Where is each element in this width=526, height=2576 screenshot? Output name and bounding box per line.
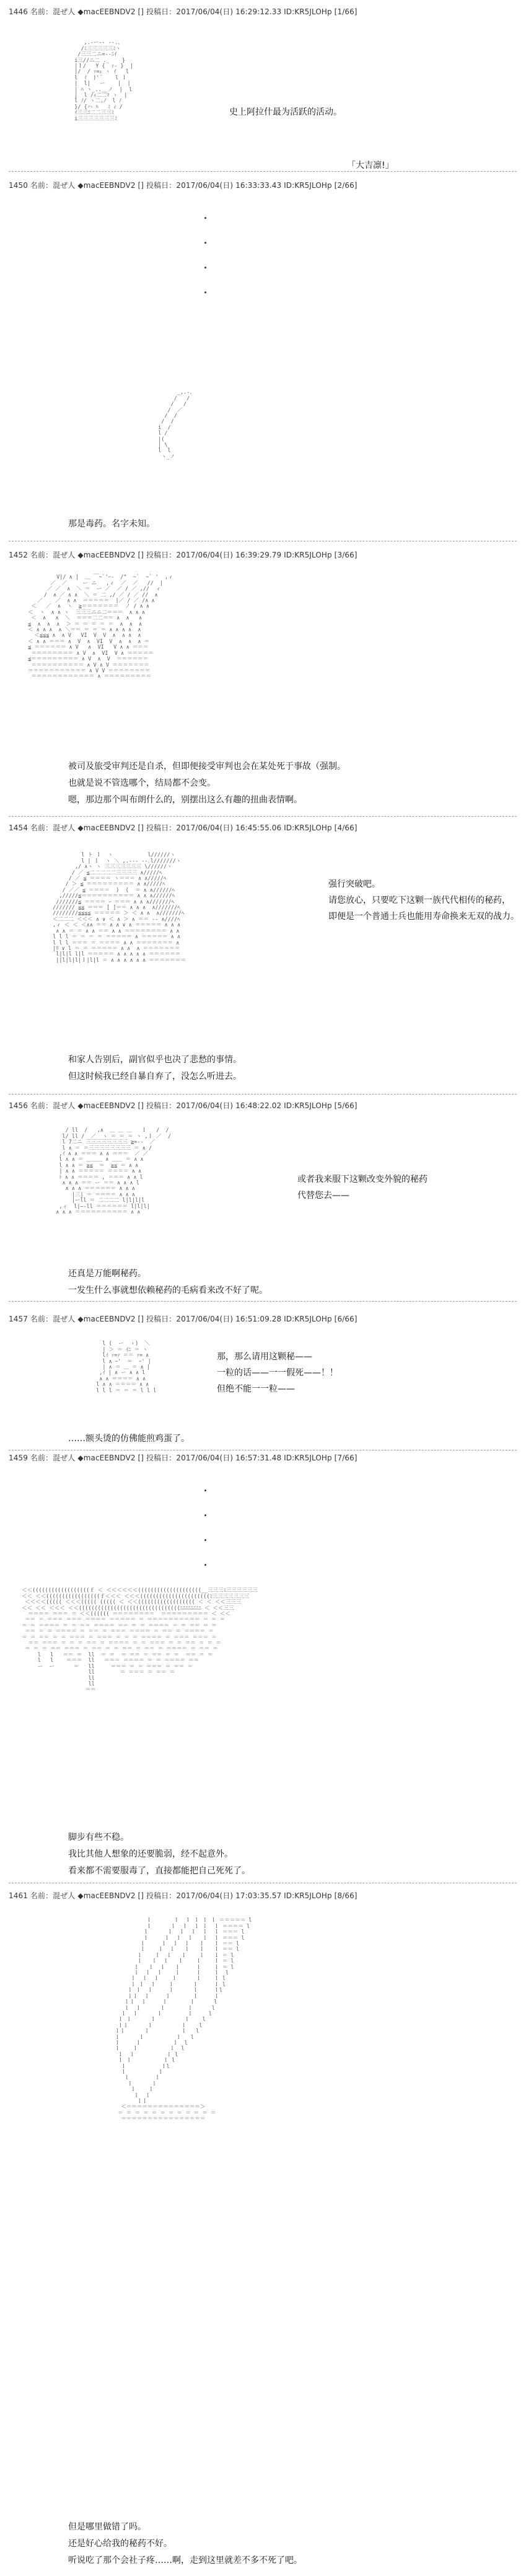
narration-line: 也就是说不管选哪个，结局都不会变。 xyxy=(68,778,216,788)
speech-block xyxy=(229,104,342,120)
narration-line: 脚步有些不稳。 xyxy=(68,1832,129,1842)
narration-line: 我比其他人想象的还要脆弱，经不起意外。 xyxy=(68,1849,233,1859)
narration-block xyxy=(68,1829,250,1880)
ellipsis-dot xyxy=(204,1490,206,1491)
narration-line: 和家人告别后，副官似乎也决了悲愁的事情。 xyxy=(68,1055,242,1065)
ellipsis-dot xyxy=(204,291,206,293)
ellipsis-dot xyxy=(204,217,206,219)
post-divider xyxy=(9,816,517,817)
ascii-art-character: l ( ー ゝ) ＼ | ＞ ＝ ｲﾆ ＝ ヽ lｲ ｧ=ｧ ＝＝ ｧ= ∧ l ∧ ｰ' ＝ ｰ' | | ∧ ＝ ＿ ＝ ∧ | ,ｲ | ∧ ー ∧ ∧ l ∧ ∧ ＝＝＝＝ ∧ ∧ l ∧ ∧ ＝＝＝＝ ∧ ∧ l l l ＝ ＝ ＝ l l l xyxy=(96,1341,157,1394)
narration-line: 看来都不需要服毒了，直接都能把自己死死了。 xyxy=(68,1866,250,1876)
ascii-art-character: / ll / ,∧ ＿ ＿ ＿ ｌ / / l/ ll / ／ ヽ ＝ ＝ ＝ ヽ ,ｌ ／ / l 7二ニ 三三三三三三三三 ≧=-- ／ l ∧ ＝ ＝三三三三三三三三 ＝ ∧ / ,ｲ ∧ ∧ ＝＝＝ ∧ ∧ ＝＝＝ ／ ／ l ∧ ∧ ＝ ＿＿＿ ∧ ＿＿ ＝ ∧ ∧ l ∧ ∧ ＝ ≧≦ ＝ ≧≦ ＝ ∧ ∧ | ∧ ∧ ＝＝＝＝＝ ＝＝＝＝ ∧ ∧ ﾄ ∧ ∧ ＝＝＝＝ , ＝＝＝ ∧ ∧ l ∧ ∧ ∧ ＝＝ ー ＝＝ ∧ ∧ ∧ l ∧ ∧ ∧ ＝＝＝＝＝＝ ∧ ∧ ∧ |三| ＝ ＝＝＝＝ ∧ ∧ ∧ |ーll ＝ 二二二二 l|l|l|l ,ィ l|―‐ll ＝＝＝＝＝＝ l|l|l| ∧ ∧ ∧ ＝＝＝＝＝＝＝＝＝＝ ∧ ∧ xyxy=(56,1127,171,1216)
ascii-art-scene: V|/ ∧ | ＿ ￣~`'ｰ‐ /" ~` ~` ' ,ィ ／ ／ ー ニ ,ィ ／ ／ // | ／ ／ ∧ ＼ ＝ ー ／ ／ / ／ ,// ィ / ∧ ／ ∧ ∧ ＼ ＝ 二 ,/ ／ / ／ // ∧ ／ ／ ∧ ∧ ＝＝＝＝＝ |／ / ／ /∧ ∧ ＜ ／ ∧ ヽ ≧＝＝＝＝＝＝＝ ノ / ∧ ∧ ＜ ヽ ∧ ∧ ヽ 三三三ニニ二＝＝＝ ∧ ∧ ∧ ＜ ∧ ∧ ＼ ＝＝＝二二＝＝ ∧ ∧ ∧ ≦ ∧ ∧ ∧ ＞ ＝ ＝ ＝ ＝ ＝ ∧ ∧ ∧ ＜ ∧ ∧ ∧ ∧ ＼＝＝ ＝ ＝ ＝ ∧ ∧ ∧ ∧ ∧ ＜≦≦≦ ∧ ∧ V VI V V ∧ ∧ ∧ ∧ ＜ ∧ ∧ ＝＝＝ ∧ V ∧ VI V ∧ ∧ ∧ ＝ ≦ ＝＝＝＝＝＝ ∧ V ∧ VI V ∧ ∧ ＝＝＝ ＝＝＝＝＝＝＝＝ ∧ V ∧ VI V ∧ ＝＝＝＝＝ ≦＝＝＝＝＝＝＝＝＝ ∧ V ∧ V ＝＝＝＝＝＝ ＝＝＝＝＝＝＝＝＝＝ ∧ V ∧ V ＝＝＝＝＝＝＝ ＝＝＝＝＝＝＝＝＝＝＝ ∧ V V ＝＝＝＝＝＝＝＝ ＝＝＝＝＝＝＝＝＝＝＝＝ ∧ ＝＝＝＝＝＝＝＝＝ xyxy=(28,574,173,680)
speech-line: 即便是一个普通士兵也能用寿命换来无双的战力。 xyxy=(328,912,519,922)
ellipsis-dot xyxy=(204,242,206,244)
narration-block xyxy=(68,758,346,809)
ascii-art-pill: _,.-、 / / / / / ／ / / / / i / l / |( | \ l l ヽ_ノ xyxy=(158,389,195,460)
narration-line: 一发生什么事就想依赖秘药的毛病看来改不好了呢。 xyxy=(68,1286,268,1295)
speech-line: 强行突破吧。 xyxy=(328,879,380,889)
post-divider xyxy=(9,1301,517,1302)
post-header: 1454 名前：混ぜ人 ◆macEEBNDV2 [] 投稿日：2017/06/04(日) 16:45:55.06 ID:KR5JLOHp [4/66] xyxy=(9,824,357,832)
narration-line: 但这时候我已经自暴自弃了，没怎么听进去。 xyxy=(68,1072,242,1081)
post-header: 1457 名前：混ぜ人 ◆macEEBNDV2 [] 投稿日：2017/06/04(日) 16:51:09.28 ID:KR5JLOHp [6/66] xyxy=(9,1315,357,1323)
speech-line: 史上阿拉什最为活跃的活动。 xyxy=(229,107,342,117)
speech-line: 或者我来服下这颗改变外貌的秘药 xyxy=(297,1175,427,1184)
narration-block xyxy=(68,516,155,533)
narration-line: 被司及旅受审判还是自杀，但即便接受审判也会在某处死于事故（强制。 xyxy=(68,762,346,771)
post-header: 1446 名前：混ぜ人 ◆macEEBNDV2 [] 投稿日：2017/06/04(日) 16:29:12.33 ID:KR5JLOHp [1/66] xyxy=(9,7,357,16)
speech-line: 「大吉凛!」 xyxy=(347,161,394,171)
ascii-art-scene: ｌ ｌ ｌ ｌ ｌ ｌ ＝＝＝＝＝ l ｌ ｌ ｌ ｌ ｌ ｌ ＝＝＝＝ l ｌ ｌ ｌ ｌ ｌ ｌ ＝＝＝ l ｌ ｌ ｌ ｌ ｌ ｌ ＝＝＝ l ｌ ｌ ｌ ｌ ｌ ｌ ＝＝ l ｌ ｌ ｌ ｌ ｌ ｌ ＝＝ l ｌ ｌ ｌ ｌ ｌ ｌ ＝ l ｌ ｌ ｌ ｌ ｌ ｌ ＝ l ｌ ｌ ｌ ｌ ｌ ｌ ＝ l ｌ ｌ ｌ ｌ ｌ ｌ l ｌ ｌ ｌ ｌ ｌ ｌ l ｌ ｌ ｌ ｌ ｌ ｌ l ｌ ｌ ｌ ｌ ｌ ｌl ｌｌ ｌ ｌ ｌ ｌ ｌｌ ｌ ｌ ｌ l ｌ ｌ ｌ ｌ l ｌ ｌ ｌ ｌ l ｌ ｌ ｌ ｌ l ｌｌ ｌ ｌ l ｌｌ ｌ ｌ l ｌ ｌ ｌ l ｌ ｌ ｌ l ｌ ｌ ｌ l ｌ ｌ ｌ l ｌ ｌ ｌ l ｌ ｌl ｌ ｌ ｌ ｌ ｌ ｌ ｌ ｌ ｌ ｌ ｌｌ ＜＝＝＝＝＝＝＝＝＝＝＝＝＝＝＞ ＝ ＝ ＝ ＝ ＝ ＝ ＝ ＝ ＝ ＝ ＝ ＝ ＝＝＝＝＝＝＝＝＝＝＝＝＝＝＝＝ xyxy=(115,1917,252,2123)
ascii-art-character: l ト ｌ ヽ l//////ヽ l | ｌ ヽ ＼ ,.-‐‐ ‐-､l///////ヽ ,/ ∧ヽ ヽ 三三三三三三三 \//////ヽ / ／ ≦二二二二二三三三三 ∧/////ﾍ / ／ ≦ ＝＝＝＝ ヽ＝＝＝ ∧ ∧/////ﾍ / ＞ ≦ ＝＝＝＝＝＝＝＝＝ ∧ ∧/////ﾍ / ／／ ≦ ＝＝＝＝ ) ( ＝ ∧ ∧//////ﾍ ,/////≦＝＝＝＝＝＝＝＝＝＝ ∧ ∧ ∧//////ﾍ ///////≦ ＝＝＝＝ ｰ ＝＝＝ ∧ ∧ ∧///////ﾍ /////// ≦≦ ＝＝＝ [ ]＝＝ ∧ ∧ ∧ ∧///////ﾍ ////////≦≦≦≦ ＝＝＝＝＝ ＞ ＜ ∧ ∧ ∧///////ﾍ ＜二二二 ＜＜＜ ∧ ∨ ＜ ∧ ＞ ∧ ＝＝ -- ∧////ﾍ ,ィ ＜ ＜ ＜∧∧ ＝＝ ∧ ∧ ∨ ∧ ＝＝＝＝＝ ∧ ∧ ∧ ∧ ∧ ＝ ＝ ∧ ∧ ＝＝ ∧ ∧ ＝＝＝＝＝＝＝＝ ∧ ∧ l l l ＝ ＝ ＝ ＝ ＝＝＝＝＝ ∧ ＝＝＝＝＝ ∧ ∧ l l l ＝＝＝ ＝ ＝＝＝＝ ∧ ∧ ＝＝＝＝＝＝＝ ∧ |ﾘ ∨ l ＝ ＝ ＝＝＝＝＝ ∧ ∧ ∧ ＝＝＝＝＝＝＝ l|l|l l|l ＝＝＝＝＝ ∧ ∧ ∧ ∧ ∧ ＝＝＝＝＝＝ ||l|l|l|ｌ|l|l ＝ ∧ ∧ ∧ ∧ ∧ ∧ ＝＝＝＝＝＝＝ xyxy=(53,852,186,964)
narration-block xyxy=(68,1431,190,1447)
ascii-art-character: ,.-ー‐‐ ‐-.、 /ﾐ三三三三三ﾐヽ /三三二ニ=-‐ﾆｲ i三//ニ二 ._ } |ｌ/ Y { ｧ- } | |/ / ｧ=ｭ ヽ ｲ l l ｲ )'´ l ｌ | l| ー | | | ﾊ ヽ_..__ノ | l | l /ｨ二二ﾏ ヽ | l ﾉ/ ヽ二.ﾉ l ﾉ }/ {ハ ﾊ ﾐ ｨ / ｲ三三ﾆ二二三三ﾐ i三三三三三三三ﾐ xyxy=(74,40,133,122)
speech-line: 代替您去—— xyxy=(297,1191,349,1201)
narration-line: 还是好心给我的秘药不好。 xyxy=(68,2539,172,2549)
ellipsis-dot xyxy=(204,1564,206,1566)
narration-block xyxy=(68,1052,242,1085)
speech-line: 但绝不能一一粒—— xyxy=(217,1384,295,1394)
narration-line: 还真是万能啊秘药。 xyxy=(68,1269,146,1279)
post-header: 1461 名前：混ぜ人 ◆macEEBNDV2 [] 投稿日：2017/06/04(日) 17:03:35.57 ID:KR5JLOHp [8/66] xyxy=(9,1891,357,1900)
ellipsis-dot xyxy=(204,1514,206,1516)
narration-line: 听说吃了那个会社子疼……啊，走到这里就差不多不死了吧。 xyxy=(68,2556,302,2565)
speech-block xyxy=(297,1171,427,1204)
ellipsis-dot xyxy=(204,267,206,269)
ascii-art-scene: ＜＜((((((((((((((((((ｆ ＜ ＜＜＜＜＜＜((((((((((((((((((((__三三三ﾐ三三三三三三 ＜＜ ＜＜(((((((((((((((((ｆ＜＜＜ ＜＜＜((((((((((((((((((((((ﾐ三三三三三三三 ＜＜＜＜((((( ＜＜＜((((( ((((( ＜ ＜＜(((((((((((((((((( ＜ ＜ ＜＜三三三 ＜＜ ＜＜ ＜＜＜ ＜＜((((((((((((((((((((((((((((((((ﾆﾆﾆﾆﾆﾆﾆﾆ ＜ ＜＜三三 ＝＝＝＝ ＝＝＝ ＝ ＜＜(((((( ＝＝＝＝＝＝＝＝ ＝＝＝＝＝＝＝＝＝ ＜ ＜＜ ＝＝ ＝ ＝＝＝ ＝＝＝ ＝＝＝＝ ＝＝＝＝＝ ＝ ＝＝＝＝＝＝＝＝＝＝ ＝ ＝ ＝ ＝ ＝ ＝＝＝＝ ＝ ＝ ＝＝ ＝＝＝＝ ＝＝ ＝ ＝ ＝＝＝＝ ＝ ＝ ＝＝ ＝ ＝ ＝＝ ＝ ＝ ＝＝＝＝ ＝ ＝＝ ＝ ＝＝＝ ＝＝＝＝ ＝ ＝＝ ＝ ＝＝＝＝ ＝ ＝ ＝ ＝＝ ＝ ＝ ＝＝＝ ＝ ＝＝＝ ＝ ＝ ＝ ＝＝＝＝ ＝ ＝＝＝ ＝＝＝ ＝ ＝＝ ＝＝＝ ＝ ＝ ＝ ＝＝ ＝ ＝＝＝＝ ＝ ＝ ＝＝＝ ＝ ＝ ＝＝ ＝ ＝ ＝ ＝ ＝ ＝ ＝＝ ＝＝＝ ＝ ＝＝ ＝ ＝ ＝＝ ＝ ＝＝ ＝ ＝＝＝＝ ＝ ＝＝ ＝ l l ＝＝ ＝ ll ＝ ＝ ＝ ＝＝ ＝ ＝＝ ＝ ＝ ＝＝ ＝ ＝ l l ＝＝＝ ll ＝＝＝ ＝＝＝＝ ＝ ＝ ＝＝＝＝ ＝＝ ー ー ＝ ll ＝＝＝ ＝ ＝ ＝＝＝ ＝ ＝＝ ＝ ll ＝ ＝＝＝ ＝ ＝＝ ＝ ll ll ＝＝ xyxy=(22,1588,258,1694)
speech-block xyxy=(328,876,519,925)
narration-block xyxy=(68,1266,268,1299)
narration-line: 但是哪里做错了吗。 xyxy=(68,2522,146,2532)
speech-line: 一粒的话——一一假死——！！ xyxy=(217,1368,338,1378)
narration-line: 嗯，那边那个叫布朗什么的，别摆出这么有趣的扭曲表情啊。 xyxy=(68,795,302,805)
speech-block xyxy=(217,1349,338,1397)
speech-line: 请您放心，只要吃下这颗一族代代相传的秘药， xyxy=(328,895,511,905)
ellipsis-dot xyxy=(204,1539,206,1541)
speech-line: 那，那么请用这颗秘—— xyxy=(217,1352,312,1362)
post-header: 1450 名前：混ぜ人 ◆macEEBNDV2 [] 投稿日：2017/06/04(日) 16:33:33.43 ID:KR5JLOHp [2/66] xyxy=(9,181,357,190)
post-header: 1459 名前：混ぜ人 ◆macEEBNDV2 [] 投稿日：2017/06/04(日) 16:57:31.48 ID:KR5JLOHp [7/66] xyxy=(9,1454,357,1462)
narration-line: ……额头烫的仿佛能煎鸡蛋了。 xyxy=(68,1434,190,1444)
post-divider xyxy=(9,171,517,172)
post-divider xyxy=(9,1094,517,1095)
post-header: 1456 名前：混ぜ人 ◆macEEBNDV2 [] 投稿日：2017/06/04(日) 16:48:22.02 ID:KR5JLOHp [5/66] xyxy=(9,1101,357,1110)
post-header: 1452 名前：混ぜ人 ◆macEEBNDV2 [] 投稿日：2017/06/04(日) 16:39:29.79 ID:KR5JLOHp [3/66] xyxy=(9,551,357,559)
narration-block xyxy=(68,2519,302,2569)
narration-line: 那是毒药。名字未知。 xyxy=(68,519,155,529)
